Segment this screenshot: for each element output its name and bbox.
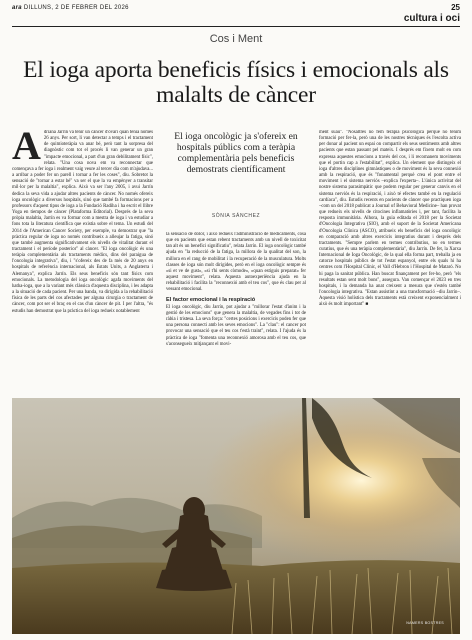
column-1-text: driana Jarrín va tenir un càncer d'ovari quan tenia només 26 anys. Per sort, li van detectar a temps i el tractament de quimioteràpia va anar bé, però tant la sorpresa del diagnòstic com tot el procés li van generar un gran "impacte emocional, a part d'un gran debilitament físic", relata. "Una cosa nova em va reconnectar que començava a fer ioga i realment vaig veure al tercer dia com m'ajudava... a arribar a poder fer un parell i tornar a fer les coses", diu. Sobretot la sensació de "tornar a estar bé" va ser el que la va empènyer a transitar mil·lor per la malaltia", explica. Això va ser l'any 2005, i avui Jarrín dedica la seva vida a ajudar altres pacients de càncer. No només ofereix ioga oncològic a diversos hospitals, sinó que també fa formacions per a professors d'aquest tipus de ioga a la Fundació Radiha i ha escrit el llibre Yoga en tiempos de cáncer (Plataforma Editorial). Després de la seva pròpia malaltia, Jarrín es va formar com a mestra de ioga i va estudiar a fons tota la literatura científica que existia sobre el tema. Un estudi del 2014 de l'American Cancer Society, per exemple, va demostrar que "la pràctica regular de ioga no només contribueix a alleujar la fatiga, sinó que també augmenta significativament els nivells de vitalitat durant el tractament i el període posterior" al càncer. "El ioga oncològic és una teràpia complementària als tractaments mèdics, dins del paraigua de l'oncologia integrativa", diu, i "s'ofereix des de fa més de 20 anys en hospitals de referència internacional, als Estats Units, a Anglaterra i Alemanya", explica Jarrín. Els seus beneficis són tant físics com emocionals. La metodologia del ioga oncològic agafa moviments del hatha-ioga, que a la variant més clàssica d'aquesta disciplina, i les adapta a la situació de cada pacient. Per una banda, va dirigida a la rehabilitació física de les parts del cos afectades per alguna cirurgia o tractament de càncer, com pot ser el braç en el cas d'un càncer de pit. I per l'altra, "és estudis han demostrat que la pràctica del ioga redueix notablement [12, 130, 153, 314]
kicker: Cos i Ment [209, 33, 263, 45]
byline: SÒNIA SÁNCHEZ [211, 213, 261, 219]
yoga-photo-illustration [12, 398, 460, 634]
column-3-text: ment suau". "Nosaltres no fem teràpia psicològica perquè no tenim formació per fer-la, però una de les nostres tècniques és l'escolta activa per donar al pacient un espai on compartir els seus sentiments amb altres pacients que estan passant pel mateix. I després em fixem molt en com expressa aquestes emocions a través del cos, i li recomanem moviments que el portin cap a l'estabilitat", explica. Un element que distingeix el ioga d'altres disciplines gimnàstiques o de moviment és la seva connexió amb la respiració, que és "fonamental perquè crea el pont entre el moviment i el sistema nerviós –explica l'experta–. L'única activitat del nostre sistema parasimpàtic que podem regular per generar canvis en el sistema nerviós és la respiració, i això té efectes també en la regulació cardíaca", diu. Estudis recents en pacients de càncer que practiquen ioga –com un del 2018 publicat a Journal of Behavioral Medicine– han provat que redueix els nivells de citocines inflamatòries i, per tant, facilita la resposta immunitària. Alhora, la guia editada el 2018 per la Societat d'Oncologia Integrativa (SIO), amb el suport de la Societat Americana d'Oncologia Clínica (ASCO), atribueix els beneficis del ioga oncològic en comparació amb altres exercicis integratius durant i després dels tractaments. "Sempre parlem en termes contributius, no en termes curatius, que és una teràpia complementària", diu Jarrín. De fet, la Xarxa Internacional de Ioga Oncològic, de la qual ella forma part, treballa ja en catorze hospitals públics de tot l'estat espanyol, entre els quals hi ha centres com l'Hospital Clínic, el Vall d'Hebron i l'Hospital de Mataró. No hi paga la sanitat pública. Han buscat finançament per fer-ho, però "els resultats estan sent molt bons", assegura. Van començar el 2023 en tres hospitals, i la demanda ha anat creixent a mesura que s'estén també l'oncologia integrativa. "Estan assistint a una transformació –diu Jarrín–. Aquesta visió holística dels tractaments està creixent exponencialment i això és molt important" ■ [319, 130, 461, 308]
publication-name: ara [12, 5, 22, 11]
page-header [12, 5, 460, 27]
section-heading: El factor emocional i la respiració [166, 296, 256, 303]
header-rule [12, 26, 460, 27]
column-2 [166, 232, 306, 398]
column-1 [12, 130, 153, 395]
subheadline: El ioga oncològic ja s'ofereix en hospitals públics com a teràpia complementària pels beneficis demostrats científicament [174, 131, 298, 175]
headline: El ioga aporta beneficis físics i emocionals als malalts de càncer [23, 57, 449, 108]
column-2-body: El ioga oncològic, diu Jarrín, pot ajudar a "millorar l'estat d'ànim i la gestió de les emocions" que genera la malaltia, de vegades fins i tot de ràbia i tristesa. La seva força: "certes posicions i exercicis poden fer que una persona connecti amb les seves emocions". La "clau": el cancer pot provocar una sensació que el teu cos t'està traint", relata. I l'ajuda és la pràctica de ioga "fomenta una reconnexió amorosa amb el teu cos, que s'aconsegueix mitjançant el movi- [166, 304, 306, 347]
section-name: cultura i oci [403, 13, 460, 24]
article-photo [12, 398, 460, 634]
page-number: 25 [451, 3, 460, 12]
drop-cap: A [12, 130, 41, 168]
photo-credit: NAMERS BOSTRES [406, 621, 444, 625]
publication-line [12, 5, 129, 11]
column-2-intro: la sensació de dolor, i això redueix l'administració de medicaments, cosa que en pacients que estan rebent tractaments amb un nivell de toxicitat tan alt és un benefici significatiu", relata Jarrín. El ioga oncològic també ajuda en "la reducció de la fatiga, la millora de la qualitat del son, la millora en el rang de mobilitat i la recuperació de la musculatura. Molts classes de ioga són molt dirigides, però en el ioga oncològic sempre és «si et ve de gust», «si t'hi sents còmode», «quan estiguis preparat» fer aquest moviment", relata. Aquesta autoexperiència ajuda en la rehabilitació i facilita la "reconnexió amb el teu cos", que és clau per al vessant emocional. [166, 232, 306, 293]
date-line: DILLUNS, 2 DE FEBRER DEL 2026 [23, 5, 129, 11]
column-3 [319, 130, 461, 398]
